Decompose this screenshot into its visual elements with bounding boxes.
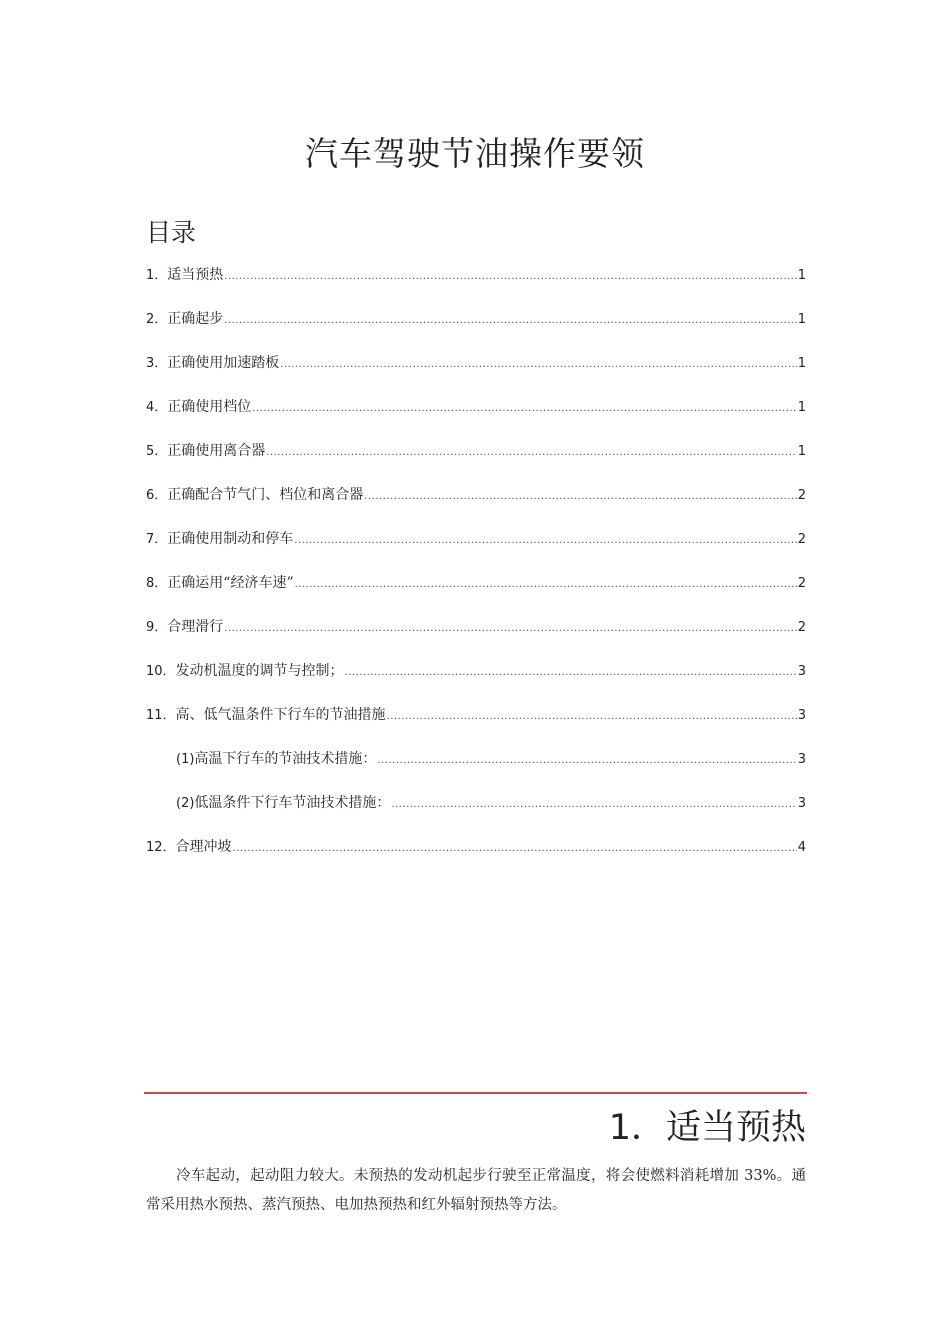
toc-entry-page: 3 [797,664,806,679]
toc-leader-dots [224,623,796,634]
toc-entry-4[interactable] [146,396,806,418]
toc-entry-number: 11． [146,708,176,723]
section-number: 1． [608,1108,666,1148]
toc-leader-dots [387,711,797,722]
toc-entry-page: 1 [797,312,806,327]
toc-entry-label: 正确使用离合器 [167,443,266,459]
section-title: 适当预热 [665,1108,806,1148]
toc-entry-label: 低温条件下行车节油技术措施： [194,795,391,811]
toc-entry-page: 1 [797,356,806,371]
toc-entry-label: 正确使用档位 [167,399,252,415]
toc-entry-page: 1 [797,268,806,283]
toc-entry-number: 3． [146,356,168,371]
document-title: 汽车驾驶节油操作要领 [305,134,645,173]
toc-entry-label: 高、低气温条件下行车的节油措施 [175,707,386,723]
toc-entry-number: 12． [146,840,176,855]
toc-entry-page: 3 [797,708,806,723]
toc-entry-number: 2． [146,312,168,327]
toc-entry-label: 正确运用“经济车速” [167,575,294,591]
toc-entry-10[interactable] [146,660,806,682]
toc-entry-11[interactable] [146,704,806,726]
toc-entry-6[interactable] [146,484,806,506]
toc-leader-dots [295,579,797,590]
toc-entry-number: 10． [146,664,176,679]
toc-entry-label: 发动机温度的调节与控制； [175,663,344,679]
toc-entry-label: 适当预热 [167,267,224,283]
toc-entry-page: 2 [797,576,806,591]
toc-heading: 目录 [146,218,197,247]
toc-entry-number: 1． [146,268,168,283]
body-paragraph: 冷车起动，起动阻力较大。未预热的发动机起步行驶至正常温度，将会使燃料消耗增加 33%。通常采用热水预热、蒸汽预热、电加热预热和红外辐射预热等方法。 [146,1168,806,1213]
toc-leader-dots [233,843,797,854]
toc-entry-number: (1) [176,752,195,767]
toc-entry-number: 7． [146,532,168,547]
toc-entry-number: 8． [146,576,168,591]
toc-entry-number: 5． [146,444,168,459]
toc-entry-number: (2) [176,796,195,811]
toc-leader-dots [224,315,796,326]
toc-entry-page: 1 [797,400,806,415]
toc-leader-dots [294,535,796,546]
toc-entry-number: 9． [146,620,168,635]
toc-entry-5[interactable] [146,440,806,462]
toc-leader-dots [391,799,796,810]
toc-entry-label: 正确使用制动和停车 [167,531,294,547]
toc-leader-dots [364,491,796,502]
toc-entry-label: 高温下行车的节油技术措施： [194,751,377,767]
toc-leader-dots [280,359,796,370]
toc-leader-dots [266,447,796,458]
toc-entry-page: 1 [797,444,806,459]
toc-entry-page: 3 [797,796,806,811]
toc-entry-12[interactable] [146,836,806,858]
toc-subentry-1[interactable] [176,748,806,770]
toc-entry-page: 3 [797,752,806,767]
toc-entry-7[interactable] [146,528,806,550]
toc-entry-number: 4． [146,400,168,415]
toc-entry-9[interactable] [146,616,806,638]
toc-entry-label: 正确起步 [167,311,224,327]
toc-entry-label: 正确配合节气门、档位和离合器 [167,487,364,503]
section-divider [144,1092,807,1094]
toc-subentry-2[interactable] [176,792,806,814]
toc-leader-dots [345,667,797,678]
toc-entry-number: 6． [146,488,168,503]
toc-leader-dots [224,271,796,282]
toc-entry-page: 2 [797,620,806,635]
toc-entry-page: 4 [797,840,806,855]
toc-entry-3[interactable] [146,352,806,374]
toc-entry-page: 2 [797,532,806,547]
toc-entry-2[interactable] [146,308,806,330]
toc-entry-label: 合理冲坡 [175,839,232,855]
toc-entry-page: 2 [797,488,806,503]
section-heading [609,1100,806,1150]
toc-leader-dots [377,755,796,766]
toc-leader-dots [252,403,796,414]
toc-entry-label: 正确使用加速踏板 [167,355,280,371]
toc-entry-8[interactable] [146,572,806,594]
toc-entry-label: 合理滑行 [167,619,224,635]
toc-entry-1[interactable] [146,264,806,286]
